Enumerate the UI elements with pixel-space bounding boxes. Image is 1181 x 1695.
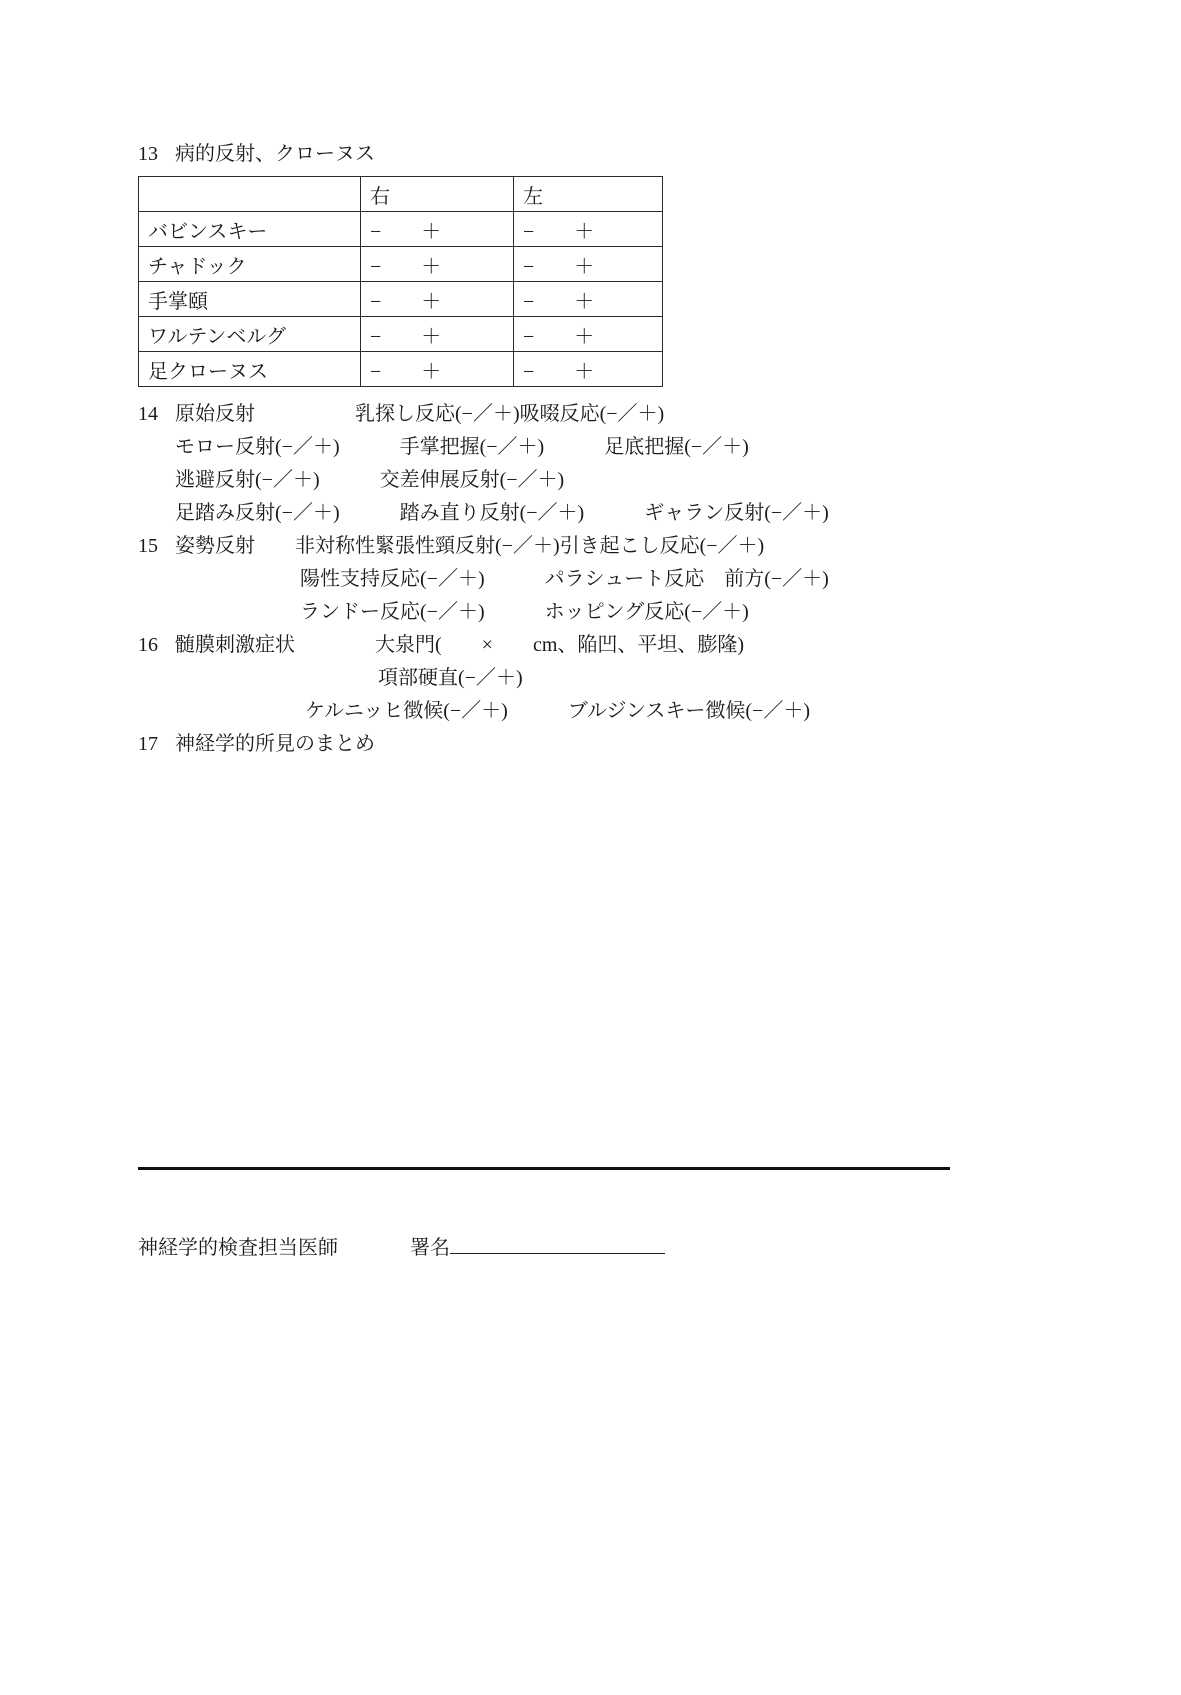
- table-row: [139, 247, 663, 282]
- item-15-line-2: 陽性支持反応(−／＋) パラシュート反応 前方(−／＋): [300, 568, 829, 590]
- item-14-line-1: 原始反射 乳探し反応(−／＋)吸啜反応(−／＋): [175, 403, 665, 425]
- pathological-reflex-table: [138, 176, 663, 387]
- item-16-number: 16: [138, 634, 158, 656]
- signature-line: [450, 1234, 665, 1254]
- reflex-left-cell: − ＋: [514, 317, 663, 352]
- item-16-line-3: ケルニッヒ徴候(−／＋) ブルジンスキー徴候(−／＋): [305, 700, 810, 722]
- reflex-right-cell: − ＋: [361, 282, 514, 317]
- item-13-heading: [138, 138, 1181, 171]
- reflex-right-cell: − ＋: [361, 352, 514, 387]
- reflex-label: 手掌頤: [139, 282, 361, 317]
- item-14-line-2: モロー反射(−／＋) 手掌把握(−／＋) 足底把握(−／＋): [175, 436, 749, 458]
- item-14-number: 14: [138, 403, 158, 425]
- item-16-line-2: 項部硬直(−／＋): [378, 667, 523, 689]
- reflex-right-cell: − ＋: [361, 247, 514, 282]
- reflex-label: 足クローヌス: [139, 352, 361, 387]
- item-15-line-1: 姿勢反射 非対称性緊張性頸反射(−／＋)引き起こし反応(−／＋): [175, 535, 765, 557]
- signature-label: 署名: [410, 1237, 450, 1259]
- item-14-heading: [138, 398, 1181, 431]
- divider-rule: [138, 1167, 950, 1170]
- table-row: [139, 282, 663, 317]
- item-13-title: 病的反射、クローヌス: [175, 143, 375, 165]
- reflex-left-cell: − ＋: [514, 212, 663, 247]
- item-14-line-4: 足踏み反射(−／＋) 踏み直り反射(−／＋) ギャラン反射(−／＋): [175, 502, 829, 524]
- item-16-line-1: 髄膜刺激症状 大泉門( × cm、陥凹、平坦、膨隆): [175, 634, 745, 656]
- item-13-number: 13: [138, 143, 158, 165]
- table-header-row: [139, 177, 663, 212]
- reflex-label: ワルテンベルグ: [139, 317, 361, 352]
- item-16-heading: [138, 629, 1181, 662]
- item-17-heading: [138, 728, 1181, 761]
- reflex-label: バビンスキー: [139, 212, 361, 247]
- reflex-right-cell: − ＋: [361, 212, 514, 247]
- reflex-left-cell: − ＋: [514, 282, 663, 317]
- reflex-left-cell: − ＋: [514, 352, 663, 387]
- item-17-line-1: 神経学的所見のまとめ: [175, 733, 375, 755]
- table-header-empty: [139, 177, 361, 212]
- examiner-label: 神経学的検査担当医師: [138, 1237, 338, 1259]
- table-row: [139, 352, 663, 387]
- table-row: [139, 317, 663, 352]
- table-row: [139, 212, 663, 247]
- reflex-left-cell: − ＋: [514, 247, 663, 282]
- item-14-line-3: 逃避反射(−／＋) 交差伸展反射(−／＋): [175, 469, 565, 491]
- item-15-line-3: ランドー反応(−／＋) ホッピング反応(−／＋): [300, 601, 749, 623]
- item-15-heading: [138, 530, 1181, 563]
- table-header-right: 右: [361, 177, 514, 212]
- item-15-number: 15: [138, 535, 158, 557]
- signature-footer: [138, 1232, 1181, 1265]
- reflex-label: チャドック: [139, 247, 361, 282]
- item-17-number: 17: [138, 733, 158, 755]
- table-header-left: 左: [514, 177, 663, 212]
- reflex-right-cell: − ＋: [361, 317, 514, 352]
